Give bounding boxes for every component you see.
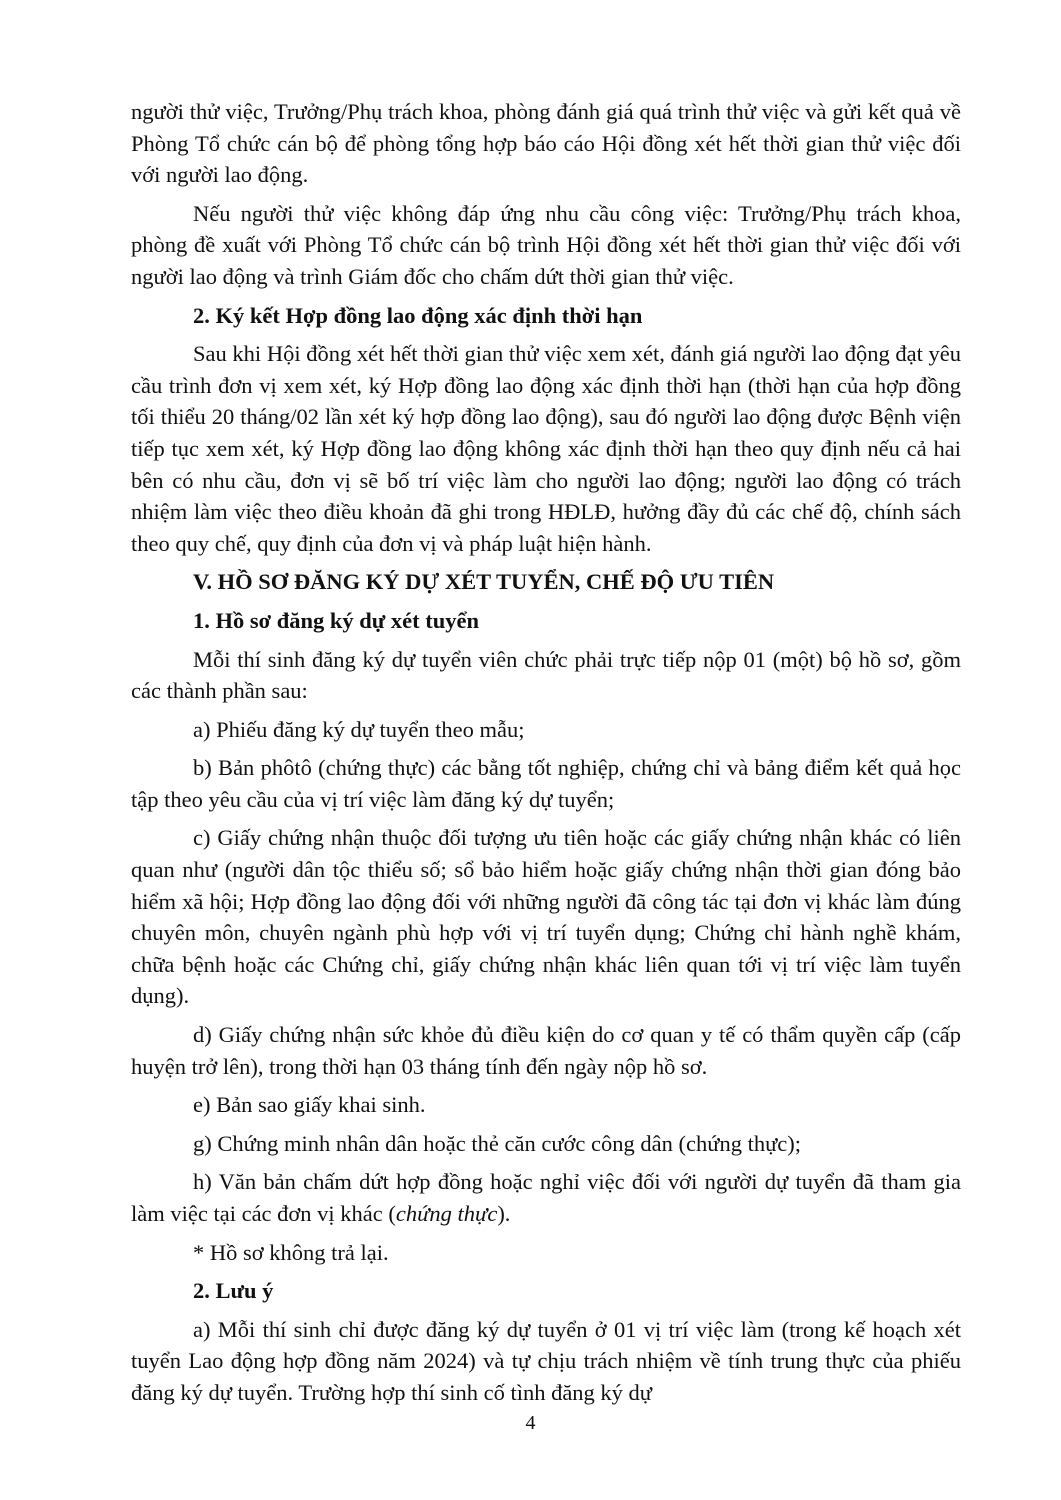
- paragraph-probation-continued: người thử việc, Trưởng/Phụ trách khoa, phòng đánh giá quá trình thử việc và gửi kết quả về Phòng Tổ chức cán bộ để phòng tổng hợp báo cáo Hội đồng xét hết thời gian thử việc đối với người lao động.: [131, 99, 961, 188]
- list-item-d: d) Giấy chứng nhận sức khỏe đủ điều kiện do cơ quan y tế có thẩm quyền cấp (cấp huyện trở lên), trong thời hạn 03 tháng tính đến ngày nộp hồ sơ.: [131, 1022, 961, 1079]
- list-item-b: b) Bản phôtô (chứng thực) các bằng tốt nghiệp, chứng chỉ và bảng điểm kết quả học tập theo yêu cầu của vị trí việc làm đăng ký dự tuyển;: [131, 755, 961, 812]
- paragraph-not-meeting-requirements: Nếu người thử việc không đáp ứng nhu cầu công việc: Trưởng/Phụ trách khoa, phòng đề xuất với Phòng Tổ chức cán bộ trình Hội đồng xét hết thời gian thử việc đối với người lao động và trình Giám đốc cho chấm dứt thời gian thử việc.: [131, 200, 961, 289]
- heading-section-v: V. HỒ SƠ ĐĂNG KÝ DỰ XÉT TUYỂN, CHẾ ĐỘ ƯU TIÊN: [193, 569, 775, 595]
- list-item-a: a) Phiếu đăng ký dự tuyển theo mẫu;: [193, 716, 525, 742]
- heading-fixed-term-contract: 2. Ký kết Hợp đồng lao động xác định thời hạn: [193, 302, 643, 328]
- paragraph-contract-signing: Sau khi Hội đồng xét hết thời gian thử việc xem xét, đánh giá người lao động đạt yêu cầu trình đơn vị xem xét, ký Hợp đồng lao động xác định thời hạn (thời hạn của hợp đồng tối thiểu 20 tháng/02 lần xét ký hợp đồng lao động), sau đó người lao động được Bệnh viện tiếp tục xem xét, ký Hợp đồng lao động không xác định thời hạn theo quy định nếu cả hai bên có nhu cầu, đơn vị sẽ bố trí việc làm cho người lao động; người lao động có trách nhiệm làm việc theo điều khoản đã ghi trong HĐLĐ, hưởng đầy đủ các chế độ, chính sách theo quy chế, quy định của đơn vị và pháp luật hiện hành.: [131, 341, 961, 556]
- list-item-h-text: h) Văn bản chấm dứt hợp đồng hoặc nghỉ việc đối với người dự tuyển đã tham gia làm việc tại các đơn vị khác (: [131, 1169, 961, 1226]
- list-item-h-italic: chứng thực: [395, 1201, 498, 1226]
- heading-notes: 2. Lưu ý: [193, 1278, 274, 1304]
- list-item-e: e) Bản sao giấy khai sinh.: [193, 1092, 426, 1118]
- list-item-h-tail: ).: [497, 1201, 511, 1226]
- paragraph-note-a: a) Mỗi thí sinh chỉ được đăng ký dự tuyển ở 01 vị trí việc làm (trong kế hoạch xét tuyển Lao động hợp đồng năm 2024) và tự chịu trách nhiệm về tính trung thực của phiếu đăng ký dự tuyển. Trường hợp thí sinh cố tình đăng ký dự: [131, 1316, 961, 1405]
- heading-application-dossier: 1. Hồ sơ đăng ký dự xét tuyển: [193, 607, 480, 633]
- paragraph-no-return: * Hồ sơ không trả lại.: [193, 1239, 389, 1265]
- list-item-h: [131, 1166, 961, 1229]
- page-number: 4: [525, 1412, 536, 1434]
- paragraph-dossier-intro: Mỗi thí sinh đăng ký dự tuyển viên chức phải trực tiếp nộp 01 (một) bộ hồ sơ, gồm các thành phần sau:: [131, 646, 961, 704]
- page-body: [131, 96, 961, 1416]
- list-item-c: c) Giấy chứng nhận thuộc đối tượng ưu tiên hoặc các giấy chứng nhận khác có liên quan như (người dân tộc thiểu số; sổ bảo hiểm hoặc giấy chứng nhận thời gian đóng bảo hiểm xã hội; Hợp đồng lao động đối với những người đã công tác tại đơn vị khác làm đúng chuyên môn, chuyên ngành phù hợp với vị trí tuyển dụng; Chứng chỉ hành nghề khám, chữa bệnh hoặc các Chứng chỉ, giấy chứng nhận khác liên quan tới vị trí việc làm tuyển dụng).: [131, 825, 961, 1009]
- list-item-g: g) Chứng minh nhân dân hoặc thẻ căn cước công dân (chứng thực);: [193, 1130, 801, 1156]
